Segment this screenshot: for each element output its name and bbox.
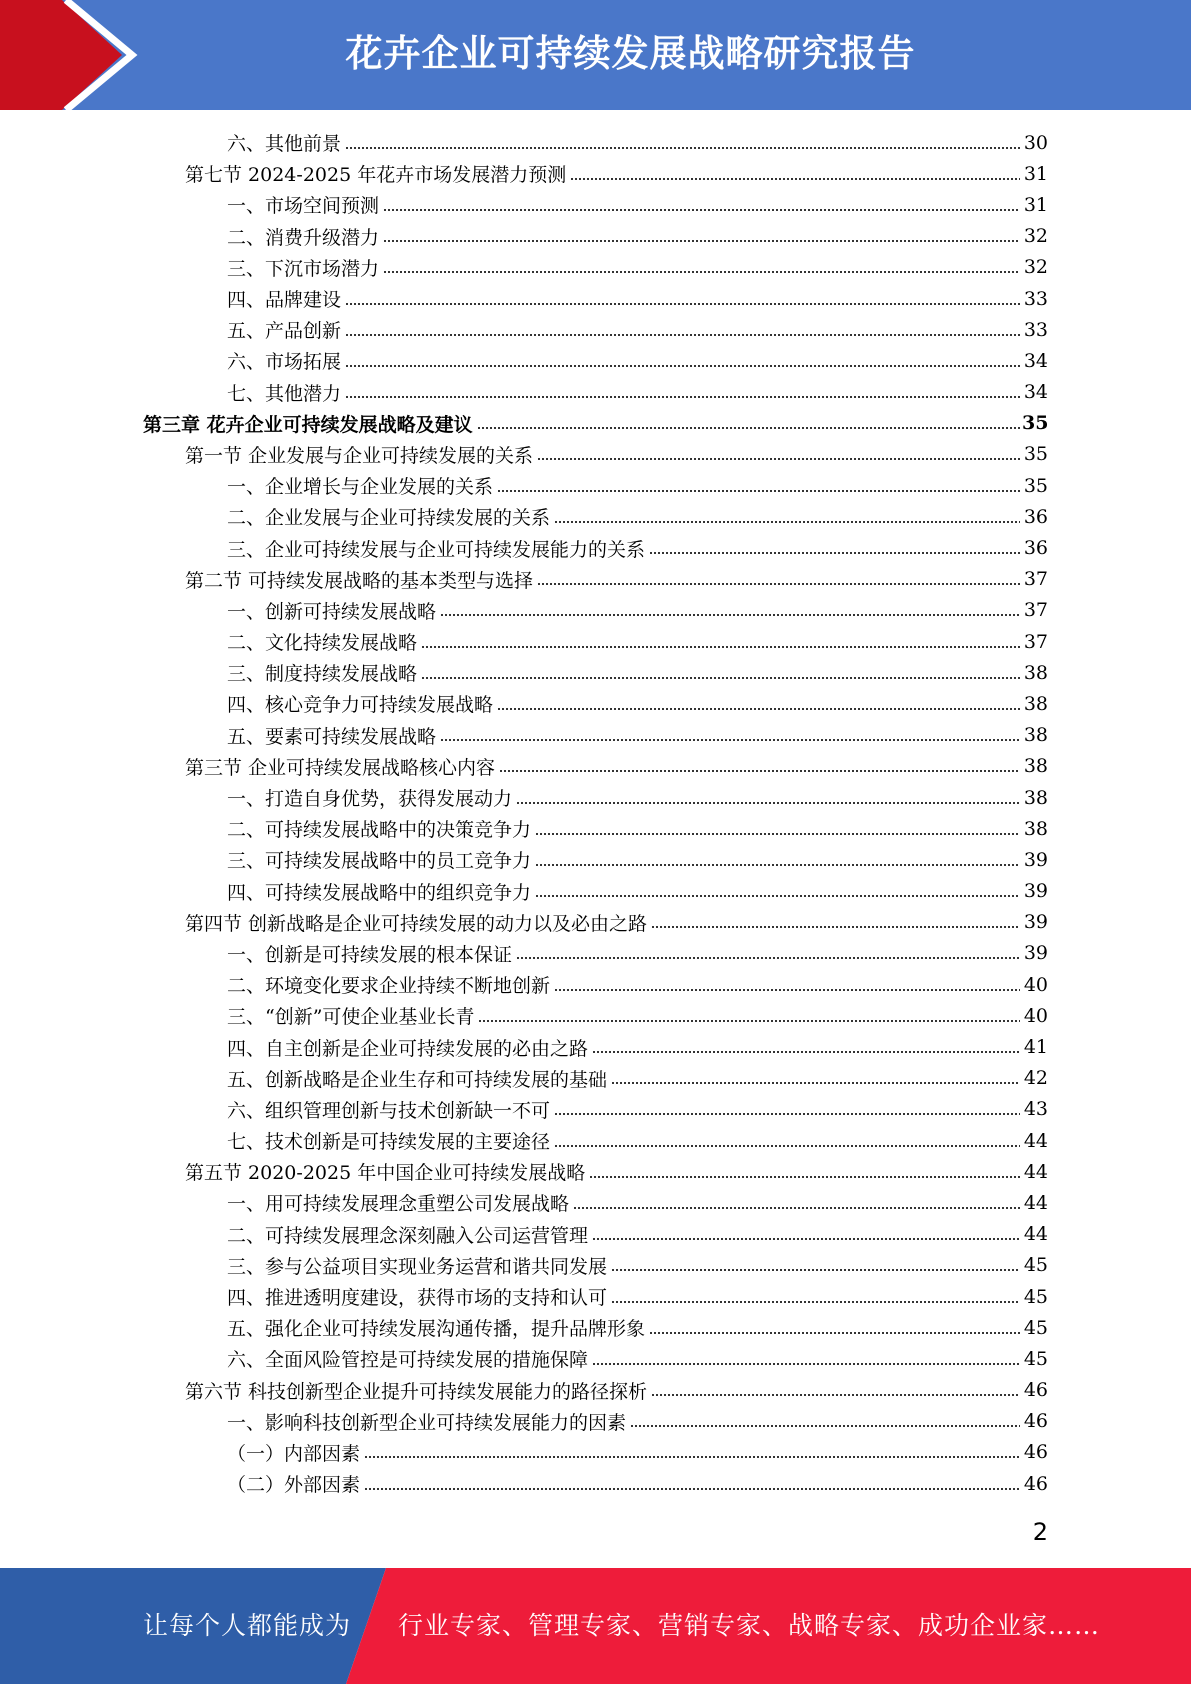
toc-dot-leader	[535, 833, 1020, 835]
toc-entry[interactable]	[0, 844, 1191, 875]
toc-entry[interactable]	[0, 439, 1191, 470]
toc-entry[interactable]	[0, 532, 1191, 563]
toc-entry-page: 44	[1023, 1191, 1048, 1214]
toc-entry[interactable]	[0, 127, 1191, 158]
toc-entry[interactable]	[0, 1406, 1191, 1437]
toc-entry-title: 第七节 2024-2025 年花卉市场发展潜力预测	[185, 164, 567, 187]
toc-dot-leader	[440, 739, 1020, 741]
toc-entry[interactable]	[0, 189, 1191, 220]
toc-dot-leader	[537, 458, 1020, 460]
toc-entry-title: 四、自主创新是企业可持续发展的必由之路	[227, 1037, 589, 1060]
toc-entry-page: 46	[1023, 1410, 1048, 1433]
toc-entry-page: 32	[1023, 256, 1048, 279]
toc-entry-page: 38	[1023, 661, 1048, 684]
toc-entry[interactable]	[0, 1343, 1191, 1374]
toc-entry[interactable]	[0, 1063, 1191, 1094]
toc-entry[interactable]	[0, 876, 1191, 907]
page-header	[0, 0, 1191, 110]
toc-entry-title: 五、要素可持续发展战略	[227, 725, 437, 748]
toc-entry-title: 七、技术创新是可持续发展的主要途径	[227, 1131, 551, 1154]
toc-dot-leader	[611, 1269, 1020, 1271]
toc-entry-title: 一、创新可持续发展战略	[227, 600, 437, 623]
toc-entry-title: 二、消费升级潜力	[227, 226, 380, 249]
toc-entry-page: 33	[1023, 287, 1048, 310]
page-footer	[0, 1568, 1191, 1684]
toc-entry[interactable]	[0, 1312, 1191, 1343]
toc-dot-leader	[592, 1051, 1020, 1053]
toc-entry-page: 43	[1023, 1098, 1048, 1121]
toc-entry[interactable]	[0, 1468, 1191, 1499]
toc-entry-title: 三、下沉市场潜力	[227, 257, 380, 280]
toc-entry[interactable]	[0, 969, 1191, 1000]
toc-entry-title: 四、核心竞争力可持续发展战略	[227, 694, 494, 717]
toc-dot-leader	[345, 396, 1020, 398]
toc-dot-leader	[421, 677, 1020, 679]
toc-dot-leader	[516, 802, 1020, 804]
toc-dot-leader	[535, 895, 1020, 897]
toc-entry[interactable]	[0, 221, 1191, 252]
toc-entry-title: 第一节 企业发展与企业可持续发展的关系	[185, 444, 534, 467]
toc-dot-leader	[440, 614, 1020, 616]
toc-entry[interactable]	[0, 657, 1191, 688]
footer-slogan-left: 让每个人都能成为	[143, 1611, 352, 1640]
toc-dot-leader	[499, 770, 1020, 772]
toc-entry-title: 二、文化持续发展战略	[227, 632, 418, 655]
toc-entry[interactable]	[0, 470, 1191, 501]
toc-entry-title: 一、市场空间预测	[227, 195, 380, 218]
toc-dot-leader	[651, 1394, 1020, 1396]
toc-entry-title: 六、其他前景	[227, 133, 342, 156]
toc-dot-leader	[421, 646, 1020, 648]
toc-entry-title: 一、创新是可持续发展的根本保证	[227, 943, 513, 966]
toc-dot-leader	[383, 209, 1020, 211]
toc-dot-leader	[383, 240, 1020, 242]
toc-entry-title: 第二节 可持续发展战略的基本类型与选择	[185, 569, 534, 592]
toc-entry-page: 30	[1023, 131, 1048, 154]
toc-dot-leader	[589, 1176, 1020, 1178]
toc-dot-leader	[364, 1488, 1020, 1490]
toc-entry-title: 四、品牌建设	[227, 289, 342, 312]
toc-entry-page: 39	[1023, 848, 1048, 871]
toc-entry-title: 七、其他潜力	[227, 382, 342, 405]
toc-dot-leader	[651, 926, 1020, 928]
report-title: 花卉企业可持续发展战略研究报告	[345, 32, 916, 75]
toc-entry-page: 34	[1023, 381, 1048, 404]
toc-entry-title: 五、强化企业可持续发展沟通传播，提升品牌形象	[227, 1318, 646, 1341]
toc-entries	[0, 127, 1191, 1499]
toc-entry[interactable]	[0, 1375, 1191, 1406]
toc-entry[interactable]	[0, 813, 1191, 844]
toc-entry[interactable]	[0, 1250, 1191, 1281]
toc-dot-leader	[611, 1301, 1020, 1303]
toc-dot-leader	[497, 708, 1020, 710]
toc-entry[interactable]	[0, 595, 1191, 626]
toc-entry[interactable]	[0, 283, 1191, 314]
toc-entry-page: 39	[1023, 911, 1048, 934]
toc-entry[interactable]	[0, 720, 1191, 751]
toc-entry[interactable]	[0, 907, 1191, 938]
toc-entry[interactable]	[0, 751, 1191, 782]
toc-entry[interactable]	[0, 1000, 1191, 1031]
toc-dot-leader	[478, 1020, 1020, 1022]
toc-entry-title: 六、组织管理创新与技术创新缺一不可	[227, 1099, 551, 1122]
toc-entry[interactable]	[0, 252, 1191, 283]
toc-dot-leader	[477, 427, 1020, 429]
toc-entry-page: 44	[1023, 1160, 1048, 1183]
toc-dot-leader	[592, 1238, 1020, 1240]
toc-entry[interactable]	[0, 688, 1191, 719]
toc-entry-page: 38	[1023, 786, 1048, 809]
toc-entry-title: 第三节 企业可持续发展战略核心内容	[185, 756, 496, 779]
toc-entry[interactable]	[0, 1125, 1191, 1156]
toc-entry-page: 46	[1023, 1472, 1048, 1495]
toc-entry-page: 37	[1023, 599, 1048, 622]
toc-dot-leader	[516, 957, 1020, 959]
toc-entry[interactable]	[0, 345, 1191, 376]
toc-entry-page: 46	[1023, 1441, 1048, 1464]
toc-entry-page: 32	[1023, 225, 1048, 248]
toc-entry-page: 35	[1022, 412, 1049, 435]
toc-entry-page: 33	[1023, 318, 1048, 341]
toc-entry-page: 45	[1023, 1285, 1048, 1308]
toc-entry-title: 二、企业发展与企业可持续发展的关系	[227, 507, 551, 530]
toc-dot-leader	[554, 521, 1020, 523]
toc-entry-page: 38	[1023, 817, 1048, 840]
toc-entry-page: 36	[1023, 505, 1048, 528]
toc-entry-page: 41	[1023, 1036, 1048, 1059]
footer-slogan-right: 行业专家、管理专家、营销专家、战略专家、成功企业家……	[398, 1611, 1101, 1640]
toc-entry-title: 三、“创新”可使企业基业长青	[227, 1006, 475, 1029]
toc-entry-page: 37	[1023, 630, 1048, 653]
toc-dot-leader	[592, 1363, 1020, 1365]
toc-entry[interactable]	[0, 938, 1191, 969]
toc-dot-leader	[497, 490, 1020, 492]
toc-entry[interactable]	[0, 501, 1191, 532]
toc-entry-page: 44	[1023, 1129, 1048, 1152]
toc-entry[interactable]	[0, 1437, 1191, 1468]
toc-dot-leader	[570, 178, 1020, 180]
toc-entry-title: 第五节 2020-2025 年中国企业可持续发展战略	[185, 1162, 586, 1185]
toc-entry-page: 42	[1023, 1067, 1048, 1090]
toc-entry-page: 38	[1023, 724, 1048, 747]
toc-entry-title: 三、可持续发展战略中的员工竞争力	[227, 850, 532, 873]
toc-entry-page: 37	[1023, 568, 1048, 591]
toc-entry-title: 一、用可持续发展理念重塑公司发展战略	[227, 1193, 570, 1216]
toc-dot-leader	[554, 989, 1020, 991]
toc-entry-title: 五、产品创新	[227, 320, 342, 343]
toc-entry-page: 45	[1023, 1316, 1048, 1339]
toc-dot-leader	[573, 1207, 1020, 1209]
toc-dot-leader	[649, 552, 1020, 554]
toc-entry[interactable]	[0, 1031, 1191, 1062]
toc-dot-leader	[364, 1456, 1020, 1458]
toc-entry-page: 40	[1023, 1004, 1048, 1027]
toc-entry[interactable]	[0, 314, 1191, 345]
toc-dot-leader	[554, 1113, 1020, 1115]
toc-entry-title: 第四节 创新战略是企业可持续发展的动力以及必由之路	[185, 912, 648, 935]
toc-entry-page: 38	[1023, 692, 1048, 715]
toc-dot-leader	[535, 864, 1020, 866]
toc-entry-title: 四、可持续发展战略中的组织竞争力	[227, 881, 532, 904]
toc-dot-leader	[537, 583, 1020, 585]
toc-entry-title: 五、创新战略是企业生存和可持续发展的基础	[227, 1068, 608, 1091]
toc-entry-page: 31	[1023, 162, 1048, 185]
toc-entry-title: （一）内部因素	[227, 1442, 361, 1465]
toc-entry[interactable]	[0, 1156, 1191, 1187]
toc-entry-page: 35	[1023, 443, 1048, 466]
toc-entry[interactable]	[0, 377, 1191, 408]
toc-dot-leader	[554, 1145, 1020, 1147]
toc-dot-leader	[345, 365, 1020, 367]
toc-entry-title: 三、制度持续发展战略	[227, 663, 418, 686]
toc-entry-title: 二、可持续发展战略中的决策竞争力	[227, 819, 532, 842]
table-of-contents	[0, 127, 1191, 1499]
toc-entry-title: 第三章 花卉企业可持续发展战略及建议	[143, 413, 473, 436]
toc-entry-page: 31	[1023, 193, 1048, 216]
toc-entry-title: 四、推进透明度建设，获得市场的支持和认可	[227, 1287, 608, 1310]
toc-entry-title: 六、全面风险管控是可持续发展的措施保障	[227, 1349, 589, 1372]
toc-entry-page: 45	[1023, 1254, 1048, 1277]
toc-entry-page: 39	[1023, 880, 1048, 903]
toc-entry-title: 第六节 科技创新型企业提升可持续发展能力的路径探析	[185, 1380, 648, 1403]
toc-entry-page: 39	[1023, 942, 1048, 965]
toc-dot-leader	[630, 1425, 1020, 1427]
toc-entry-title: 一、打造自身优势，获得发展动力	[227, 788, 513, 811]
toc-dot-leader	[383, 271, 1020, 273]
page-number: 2	[1032, 1518, 1048, 1546]
toc-entry[interactable]	[0, 408, 1191, 439]
toc-dot-leader	[649, 1332, 1020, 1334]
toc-entry[interactable]	[0, 782, 1191, 813]
toc-entry-page: 44	[1023, 1223, 1048, 1246]
toc-dot-leader	[345, 303, 1020, 305]
toc-entry-title: 二、可持续发展理念深刻融入公司运营管理	[227, 1224, 589, 1247]
toc-entry[interactable]	[0, 1219, 1191, 1250]
toc-entry-title: 三、参与公益项目实现业务运营和谐共同发展	[227, 1255, 608, 1278]
toc-entry[interactable]	[0, 1187, 1191, 1218]
toc-entry-page: 38	[1023, 755, 1048, 778]
toc-entry-page: 45	[1023, 1347, 1048, 1370]
toc-entry-title: 三、企业可持续发展与企业可持续发展能力的关系	[227, 538, 646, 561]
toc-entry-title: 一、影响科技创新型企业可持续发展能力的因素	[227, 1411, 627, 1434]
toc-dot-leader	[611, 1082, 1020, 1084]
toc-entry-page: 35	[1023, 474, 1048, 497]
toc-entry[interactable]	[0, 1281, 1191, 1312]
toc-entry-page: 36	[1023, 537, 1048, 560]
toc-dot-leader	[345, 147, 1020, 149]
toc-entry[interactable]	[0, 158, 1191, 189]
toc-entry-title: 六、市场拓展	[227, 351, 342, 374]
toc-entry-title: 二、环境变化要求企业持续不断地创新	[227, 975, 551, 998]
toc-dot-leader	[345, 334, 1020, 336]
toc-entry[interactable]	[0, 564, 1191, 595]
toc-entry-page: 40	[1023, 973, 1048, 996]
toc-entry-page: 46	[1023, 1379, 1048, 1402]
toc-entry[interactable]	[0, 1094, 1191, 1125]
toc-entry-title: 一、企业增长与企业发展的关系	[227, 476, 494, 499]
toc-entry[interactable]	[0, 626, 1191, 657]
toc-entry-page: 34	[1023, 349, 1048, 372]
toc-entry-title: （二）外部因素	[227, 1474, 361, 1497]
